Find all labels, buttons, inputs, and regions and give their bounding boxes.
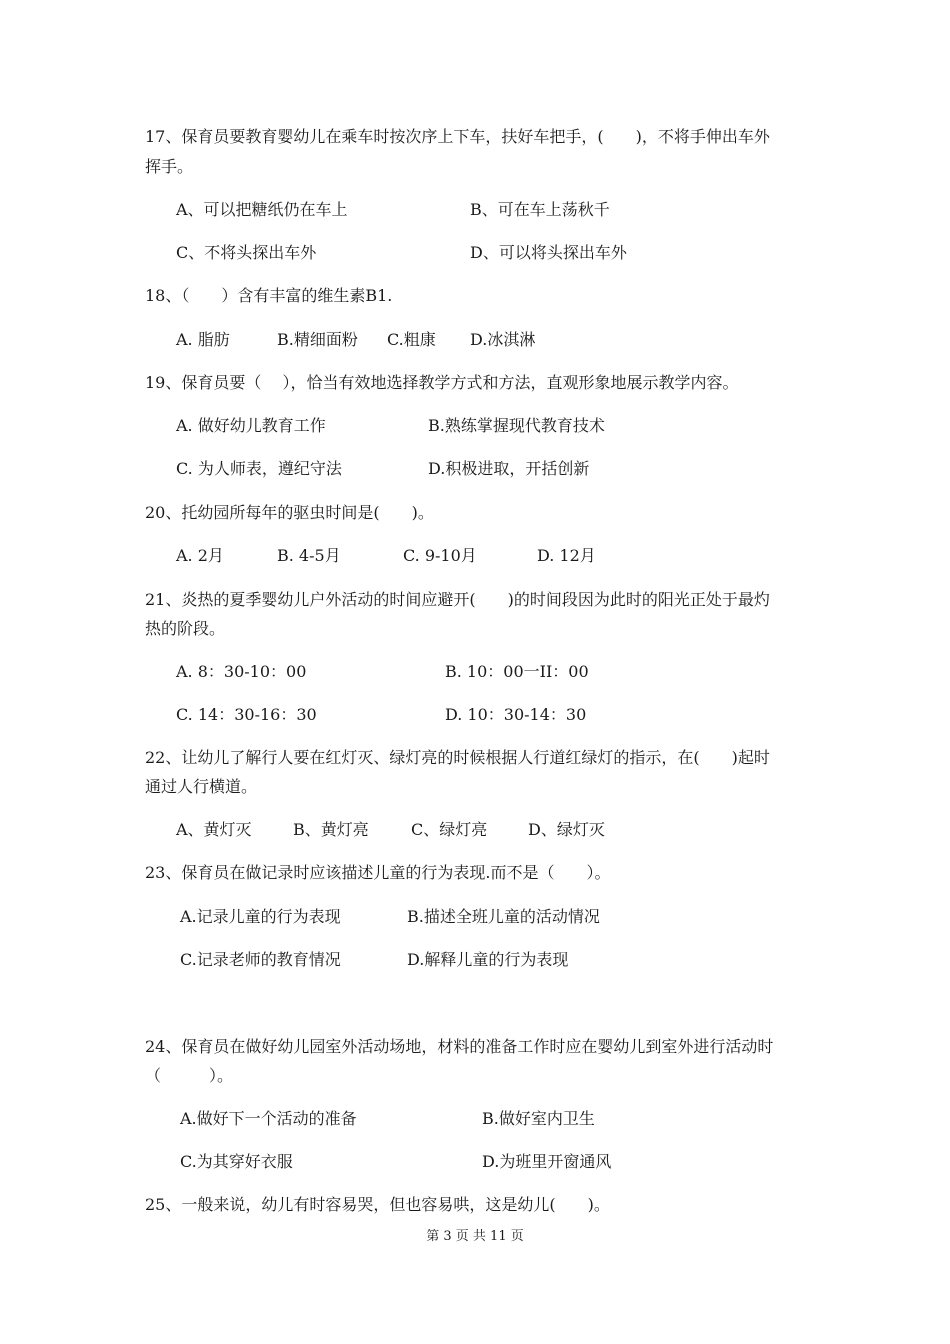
question-20-option-c: C. 9-10月 bbox=[403, 546, 477, 565]
question-18-option-c: C.粗康 bbox=[387, 330, 436, 349]
question-23-line-1: 23、保育员在做记录时应该描述儿童的行为表现.而不是（ ）。 bbox=[145, 863, 611, 882]
question-19-option-d: D.积极进取，开括创新 bbox=[428, 459, 590, 478]
question-24-option-b: B.做好室内卫生 bbox=[482, 1109, 595, 1128]
question-22-line-1: 22、让幼儿了解行人要在红灯灭、绿灯亮的时候根据人行道红绿灯的指示，在( )起时 bbox=[145, 748, 770, 767]
question-21-line-1: 21、炎热的夏季婴幼儿户外活动的时间应避开( )的时间段因为此时的阳光正处于最灼 bbox=[145, 590, 770, 609]
question-21-option-b: B. 10：00一II：00 bbox=[445, 662, 589, 681]
question-20-line-1: 20、托幼园所每年的驱虫时间是( )。 bbox=[145, 503, 434, 522]
question-17-line-1: 17、保育员要教育婴幼儿在乘车时按次序上下车，扶好车把手，( )，不将手伸出车外 bbox=[145, 127, 770, 146]
question-23-option-c: C.记录老师的教育情况 bbox=[180, 950, 341, 969]
question-22-option-c: C、绿灯亮 bbox=[411, 820, 488, 839]
question-20-option-a: A. 2月 bbox=[176, 546, 224, 565]
question-22-option-b: B、黄灯亮 bbox=[293, 820, 369, 839]
question-18-line-1: 18、（ ）含有丰富的维生素B1. bbox=[145, 286, 393, 305]
question-24-option-d: D.为班里开窗通风 bbox=[482, 1152, 612, 1171]
question-21-option-d: D. 10：30-14：30 bbox=[445, 705, 587, 724]
question-19-line-1: 19、保育员要（ ），恰当有效地选择教学方式和方法，直观形象地展示教学内容。 bbox=[145, 373, 739, 392]
question-23-option-b: B.描述全班儿童的活动情况 bbox=[407, 907, 600, 926]
question-19-option-c: C. 为人师表，遵纪守法 bbox=[176, 459, 342, 478]
question-17-line-2: 挥手。 bbox=[145, 157, 194, 176]
question-24-line-1: 24、保育员在做好幼儿园室外活动场地，材料的准备工作时应在婴幼儿到室外进行活动时 bbox=[145, 1037, 774, 1056]
question-24-option-a: A.做好下一个活动的准备 bbox=[180, 1109, 357, 1128]
question-17-option-c: C、不将头探出车外 bbox=[176, 243, 317, 262]
question-18-option-d: D.冰淇淋 bbox=[470, 330, 536, 349]
page-number-footer: 第 3 页 共 11 页 bbox=[426, 1229, 524, 1244]
question-24-option-c: C.为其穿好衣服 bbox=[180, 1152, 293, 1171]
question-17-option-a: A、可以把糖纸仍在车上 bbox=[176, 200, 348, 219]
question-21-option-c: C. 14：30-16：30 bbox=[176, 705, 317, 724]
question-17-option-b: B、可在车上荡秋千 bbox=[470, 200, 610, 219]
question-24-line-2: （ ）。 bbox=[145, 1066, 234, 1085]
question-22-line-2: 通过人行横道。 bbox=[145, 777, 258, 796]
question-21-option-a: A. 8：30-10：00 bbox=[176, 662, 307, 681]
question-20-option-b: B. 4-5月 bbox=[277, 546, 341, 565]
question-21-line-2: 热的阶段。 bbox=[145, 619, 226, 638]
question-19-option-a: A. 做好幼儿教育工作 bbox=[176, 416, 326, 435]
question-17-option-d: D、可以将头探出车外 bbox=[470, 243, 627, 262]
question-22-option-d: D、绿灯灭 bbox=[528, 820, 605, 839]
question-23-option-a: A.记录儿童的行为表现 bbox=[180, 907, 341, 926]
question-20-option-d: D. 12月 bbox=[537, 546, 596, 565]
question-25-line-1: 25、一般来说，幼儿有时容易哭，但也容易哄，这是幼儿( )。 bbox=[145, 1195, 610, 1214]
question-23-option-d: D.解释儿童的行为表现 bbox=[407, 950, 569, 969]
question-18-option-b: B.精细面粉 bbox=[277, 330, 358, 349]
question-19-option-b: B.熟练掌握现代教育技术 bbox=[428, 416, 605, 435]
question-22-option-a: A、黄灯灭 bbox=[176, 820, 252, 839]
question-18-option-a: A. 脂肪 bbox=[176, 330, 230, 349]
